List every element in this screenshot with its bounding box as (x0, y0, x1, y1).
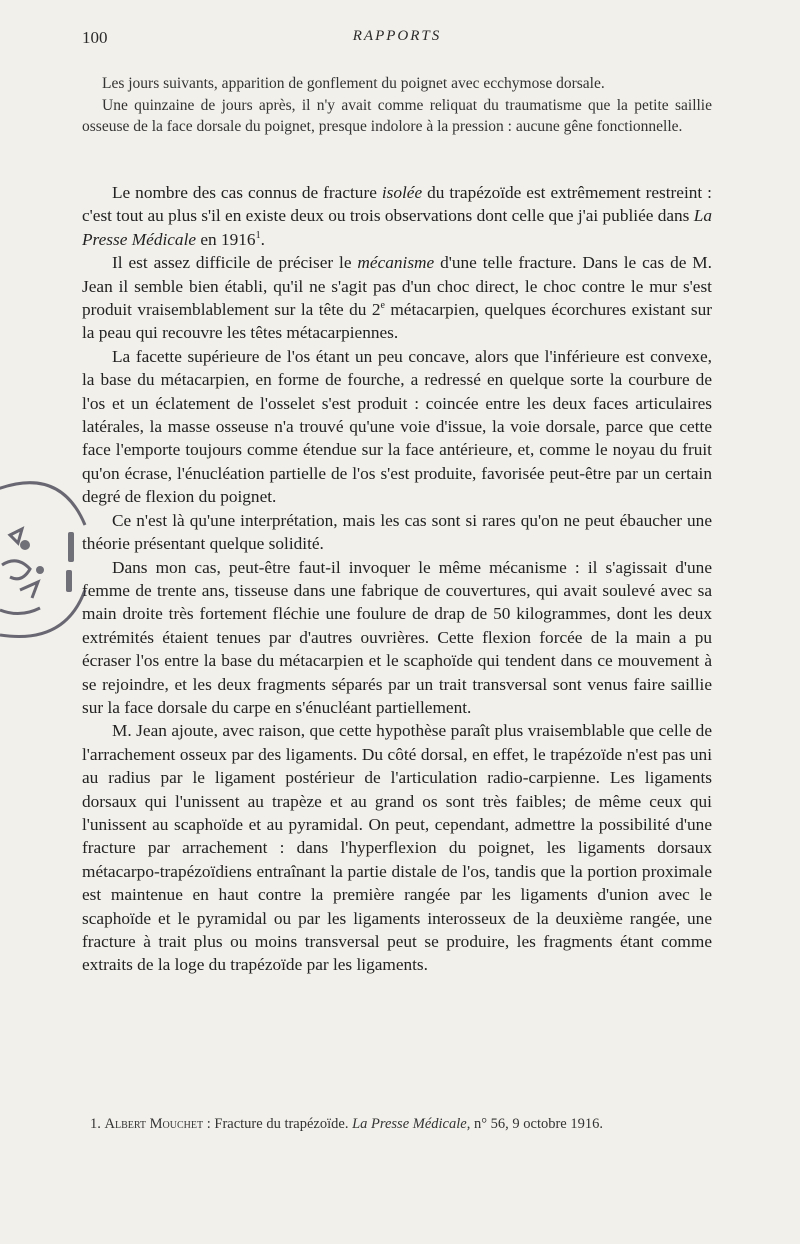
footnote (82, 1114, 712, 1134)
text-run: métacarpien, quelques écorchures existant sur la peau qui recouvre les têtes métacarpiennes. (82, 300, 712, 343)
emphasis: mécanisme (357, 253, 435, 273)
footnote-title: : Fracture du trapézoïde. (203, 1116, 353, 1132)
paragraph (82, 251, 712, 345)
paragraph: La facette supérieure de l'os étant un peu concave, alors que l'inférieure est convexe, la base du métacarpien, en forme de fourche, a redressé en quelque sorte la courbure de l'os et un éclatement de l'osselet s'est produit : coincée entre les deux faces articulaires latérales, la masse osseuse n'a trouvé qu'une voie d'issue, la voie dorsale, parce que cette face l'emporte toujours comme étendue sur la face antérieure, et, comme le noyau du fruit qu'on écrase, l'énucléation partielle de l'os s'est produite, favorisée peut-être par un certain degré de flexion du poignet. (82, 346, 712, 507)
journal-title: La Presse Médicale (82, 206, 712, 249)
running-title: RAPPORTS (352, 28, 442, 44)
page-number: 100 (82, 28, 108, 47)
footnote-number: 1. (90, 1116, 101, 1132)
footnote-rest: , n° 56, 9 octobre 1916. (466, 1116, 603, 1132)
text-run: d'une telle fracture. Dans le cas de M. Jean il semble bien établi, qu'il ne s'agit pas d'un choc direct, le choc contre le mur s'est produit vraisemblablement sur la tête du 2 (82, 253, 712, 320)
small-paragraph: Les jours suivants, apparition de gonflement du poignet avec ecchymose dorsale. (102, 75, 605, 92)
footnote-journal: La Presse Médicale (352, 1116, 467, 1132)
paragraph: Ce n'est là qu'une interprétation, mais les cas sont si rares qu'on ne peut ébaucher une théorie présentant quelque solidité. (82, 510, 712, 554)
case-report-small-text (82, 73, 712, 138)
text-run: Le nombre des cas connus de fracture (112, 183, 382, 202)
text-run: en 1916 (196, 229, 256, 249)
text-run: Il est assez difficile de préciser le (112, 253, 358, 273)
paragraph (82, 181, 712, 251)
superscript: e (380, 300, 385, 312)
footnote-author: Albert Mouchet (104, 1116, 204, 1132)
text-run: du trapézoïde est extrêmement restreint : c'est tout au plus s'il en existe deux ou trois observations dont celle que j'ai publiée dans (82, 183, 712, 226)
footnote-text (82, 1114, 712, 1134)
paragraph: Dans mon cas, peut-être faut-il invoquer le même mécanisme : il s'agissait d'une femme de trente ans, tisseuse dans une fabrique de couvertures, qui avait soulevé avec sa main droite très fortement fléchie une foulure de drap de 50 kilogrammes, dont les deux extrémités étaient tenues par d'autres ouvrières. Cette flexion forcée de la main a pu écraser l'os entre la base du métacarpien et le scaphoïde qui tendent dans ce mouvement à se rejoindre, et les deux fragments séparés par un trait transversal sont venus faire saillie sur la face dorsale du carpe en s'énucléant partiellement. (82, 557, 712, 717)
text-run: . (260, 229, 265, 249)
emphasis: isolée (381, 183, 423, 202)
footnote-ref[interactable]: 1 (255, 230, 261, 242)
small-paragraph: Une quinzaine de jours après, il n'y avait comme reliquat du traumatisme que la petite saillie osseuse de la face dorsale du poignet, presque indolore à la pression : aucune gêne fonctionnelle. (82, 96, 712, 135)
library-stamp-icon (0, 470, 110, 650)
main-text (82, 181, 712, 977)
paragraph: M. Jean ajoute, avec raison, que cette hypothèse paraît plus vraisemblable que celle de l'arrachement osseux par des ligaments. Du côté dorsal, en effet, le trapézoïde n'est pas uni au radius par le ligament postérieur de l'articulation radio-carpienne. Les ligaments dorsaux qui l'unissent au trapèze et au grand os sont très faibles; de même ceux qui l'unissent au scaphoïde et au pyramidal. On peut, cependant, admettre la possibilité d'une fracture par arrachement : dans l'hyperflexion du poignet, les ligaments dorsaux métacarpo-trapézoïdiens entraînant la partie distale de l'os, tandis que la portion proximale est maintenue en haut contre la première rangée par les ligaments d'union avec le scaphoïde et le pyramidal ou par les ligaments interosseux de la deuxième rangée, une fracture à trait plus ou moins transversal peut se produire, les fragments étant comme extraits de la loge du trapézoïde par les ligaments. (82, 721, 712, 975)
page-header (82, 28, 712, 50)
